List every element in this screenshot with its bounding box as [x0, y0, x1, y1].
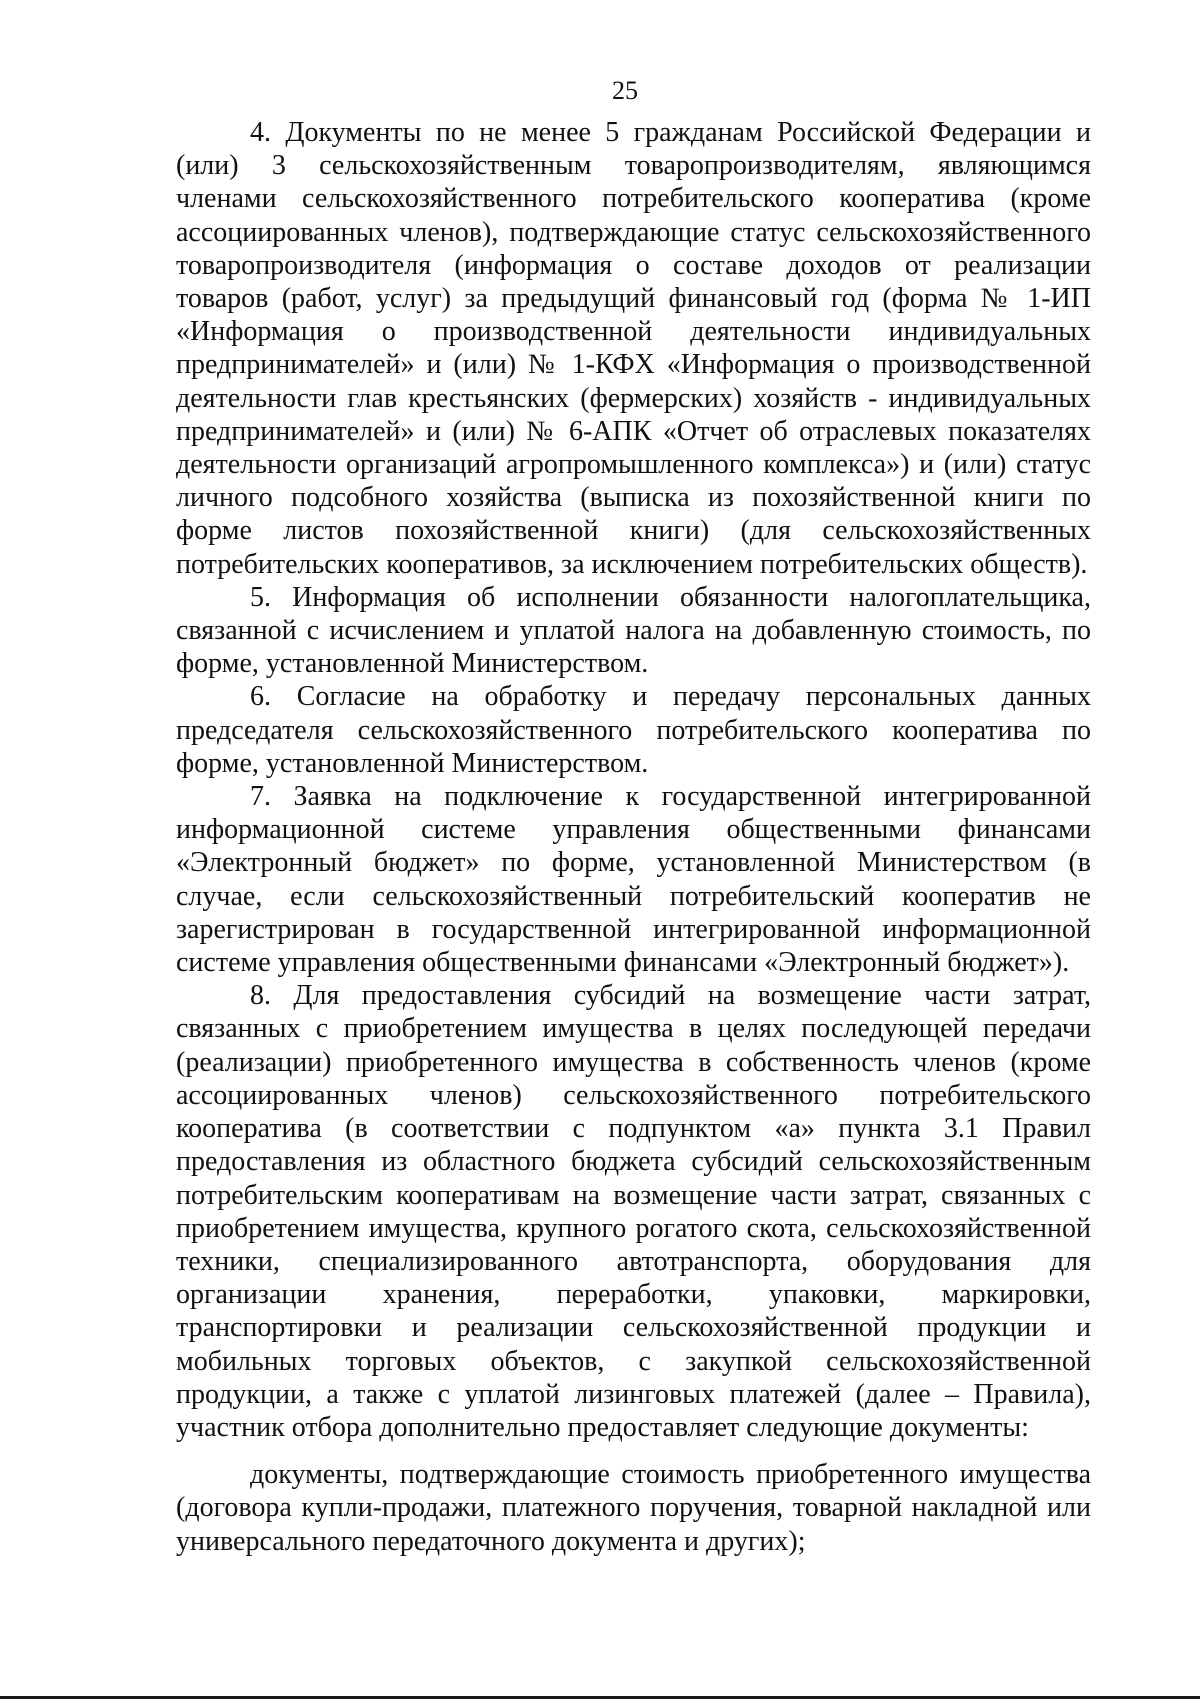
- paragraph-8-subsidy-documents: 8. Для предоставления субсидий на возмещение части затрат, связанных с приобретением имущества в целях последующей передачи (реализации) приобретенного имущества в собственность членов (кроме ассоциированных членов) сельскохозяйственного потребительского кооператива (в соответствии с подпунктом «а» пункта 3.1 Правил предоставления из областного бюджета субсидий сельскохозяйственным потребительским кооперативам на возмещение части затрат, связанных с приобретением имущества, крупного рогатого скота, сельскохозяйственной техники, специализированного автотранспорта, оборудования для организации хранения, переработки, упаковки, маркировки, транспортировки и реализации сельскохозяйственной продукции и мобильных торговых объектов, с закупкой сельскохозяйственной продукции, а также с уплатой лизинговых платежей (далее – Правила), участник отбора дополнительно предоставляет следующие документы:: [176, 980, 1091, 1443]
- document-body: [176, 116, 1091, 1558]
- paragraph-4-documents: 4. Документы по не менее 5 гражданам Российской Федерации и (или) 3 сельскохозяйственным товаропроизводителям, являющимся членами сельскохозяйственного потребительского кооператива (кроме ассоциированных членов), подтверждающие статус сельскохозяйственного товаропроизводителя (информация о составе доходов от реализации товаров (работ, услуг) за предыдущий финансовый год (форма № 1-ИП «Информация о производственной деятельности индивидуальных предпринимателей» и (или) № 1-КФХ «Информация о производственной деятельности глав крестьянских (фермерских) хозяйств - индивидуальных предпринимателей» и (или) № 6-АПК «Отчет об отраслевых показателях деятельности организаций агропромышленного комплекса») и (или) статус личного подсобного хозяйства (выписка из похозяйственной книги по форме листов похозяйственной книги) (для сельскохозяйственных потребительских кооперативов, за исключением потребительских обществ).: [176, 117, 1091, 580]
- paragraph-5-tax-information: 5. Информация об исполнении обязанности налогоплательщика, связанной с исчислением и уплатой налога на добавленную стоимость, по форме, установленной Министерством.: [176, 581, 1091, 680]
- scan-bottom-edge: [0, 1696, 1200, 1699]
- page-number: 25: [612, 76, 638, 105]
- paragraph-cost-documents: документы, подтверждающие стоимость приобретенного имущества (договора купли-продажи, платежного поручения, товарной накладной или универсального передаточного документа и других);: [176, 1459, 1091, 1557]
- paragraph-7-electronic-budget-application: 7. Заявка на подключение к государственной интегрированной информационной системе управления общественными финансами «Электронный бюджет» по форме, установленной Министерством (в случае, если сельскохозяйственный потребительский кооператив не зарегистрирован в государственной интегрированной информационной системе управления общественными финансами «Электронный бюджет»).: [176, 781, 1091, 979]
- paragraph-6-personal-data-consent: 6. Согласие на обработку и передачу персональных данных председателя сельскохозяйственного потребительского кооператива по форме, установленной Министерством.: [176, 681, 1091, 779]
